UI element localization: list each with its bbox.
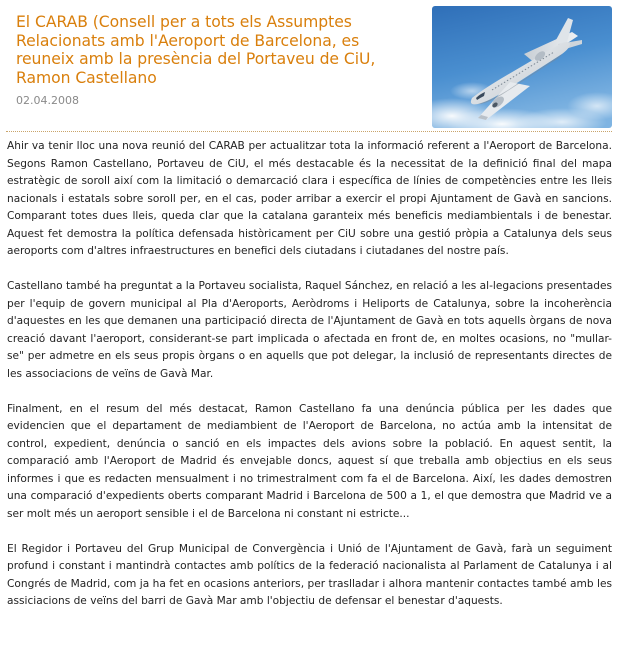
airplane-image: [432, 6, 612, 128]
header-divider: [6, 131, 612, 132]
article-title: El CARAB (Consell per a tots els Assumptes Relacionats amb l'Aeroport de Barcelona, es reuneix amb la presència del Portaveu de CiU, Ramon Castellano: [16, 13, 376, 87]
article-header: [0, 0, 618, 132]
article-paragraph: Finalment, en el resum del més destacat, Ramon Castellano fa una denúncia pública per les dades que evidencien que el departament de mediambient de l'Aeroport de Barcelona, no actúa amb la intensitat de control, expedient, denúncia o sanció en els impactes dels avions sobre la població. En aquest sentit, la comparació amb l'Aeroport de Madrid és envejable doncs, aquest sí que treballa amb objectius en els seus informes i que es redacten mensualment i no trimestralment com fa el de Barcelona. Així, les dades demostren una comparació d'expedients oberts comparant Madrid i Barcelona de 500 a 1, el que demostra que Madrid ve a ser molt més un aeroport sensible i el de Barcelona ni constant ni estricte...: [7, 402, 612, 520]
article-date: 02.04.2008: [16, 94, 79, 107]
article-paragraph: Castellano també ha preguntat a la Portaveu socialista, Raquel Sánchez, en relació a les al-legacions presentades per l'equip de govern municipal al Pla d'Aeroports, Aeròdroms i Heliports de Catalunya, sobre la incoherència d'aquestes en les que demanen una participació directa de l'Ajuntament de Gavà en tots aquells òrgans de nova creació davant l'aeroport, considerant-se part implicada o afectada en front de, en moltes ocasions, no "mullar-se" per admetre en els seus propis òrgans o en aquells que pot delegar, la inclusió de representants directes de les associacions de veïns de Gavà Mar.: [7, 280, 612, 380]
article-body: [7, 138, 612, 611]
article-paragraph: El Regidor i Portaveu del Grup Municipal de Convergència i Unió de l'Ajuntament de Gavà, farà un seguiment profund i constant i mantindrà contactes amb polítics de la federació nacionalista al Parlament de Catalunya i al Congrés de Madrid, com ja ha fet en ocasions anteriors, per traslladar i alhora mantenir contactes també amb les assiciacions de veïns del barri de Gavà Mar amb l'objectiu de defensar el benestar d'aquests.: [7, 542, 612, 607]
article-paragraph: Ahir va tenir lloc una nova reunió del CARAB per actualitzar tota la informació referent a l'Aeroport de Barcelona. Segons Ramon Castellano, Portaveu de CiU, el més destacable és la necessitat de la definició final del mapa estratègic de soroll així com la limitació o demarcació clara i específica de línies de competències entre les lleis nacionals i estatals sobre soroll per, en el cas, poder arribar a exercir el propi Ajuntament de Gavà en sancions. Comparant totes dues lleis, queda clar que la catalana garanteix més beneficis mediambientals i de benestar. Aquest fet demostra la política defensada històricament per CiU sobre una gestió pròpia a Catalunya dels seus aeroports com d'altres infraestructures en benefici dels ciutadans i ciutadanes del nostre país.: [7, 140, 612, 257]
airplane-photo: [432, 6, 612, 128]
